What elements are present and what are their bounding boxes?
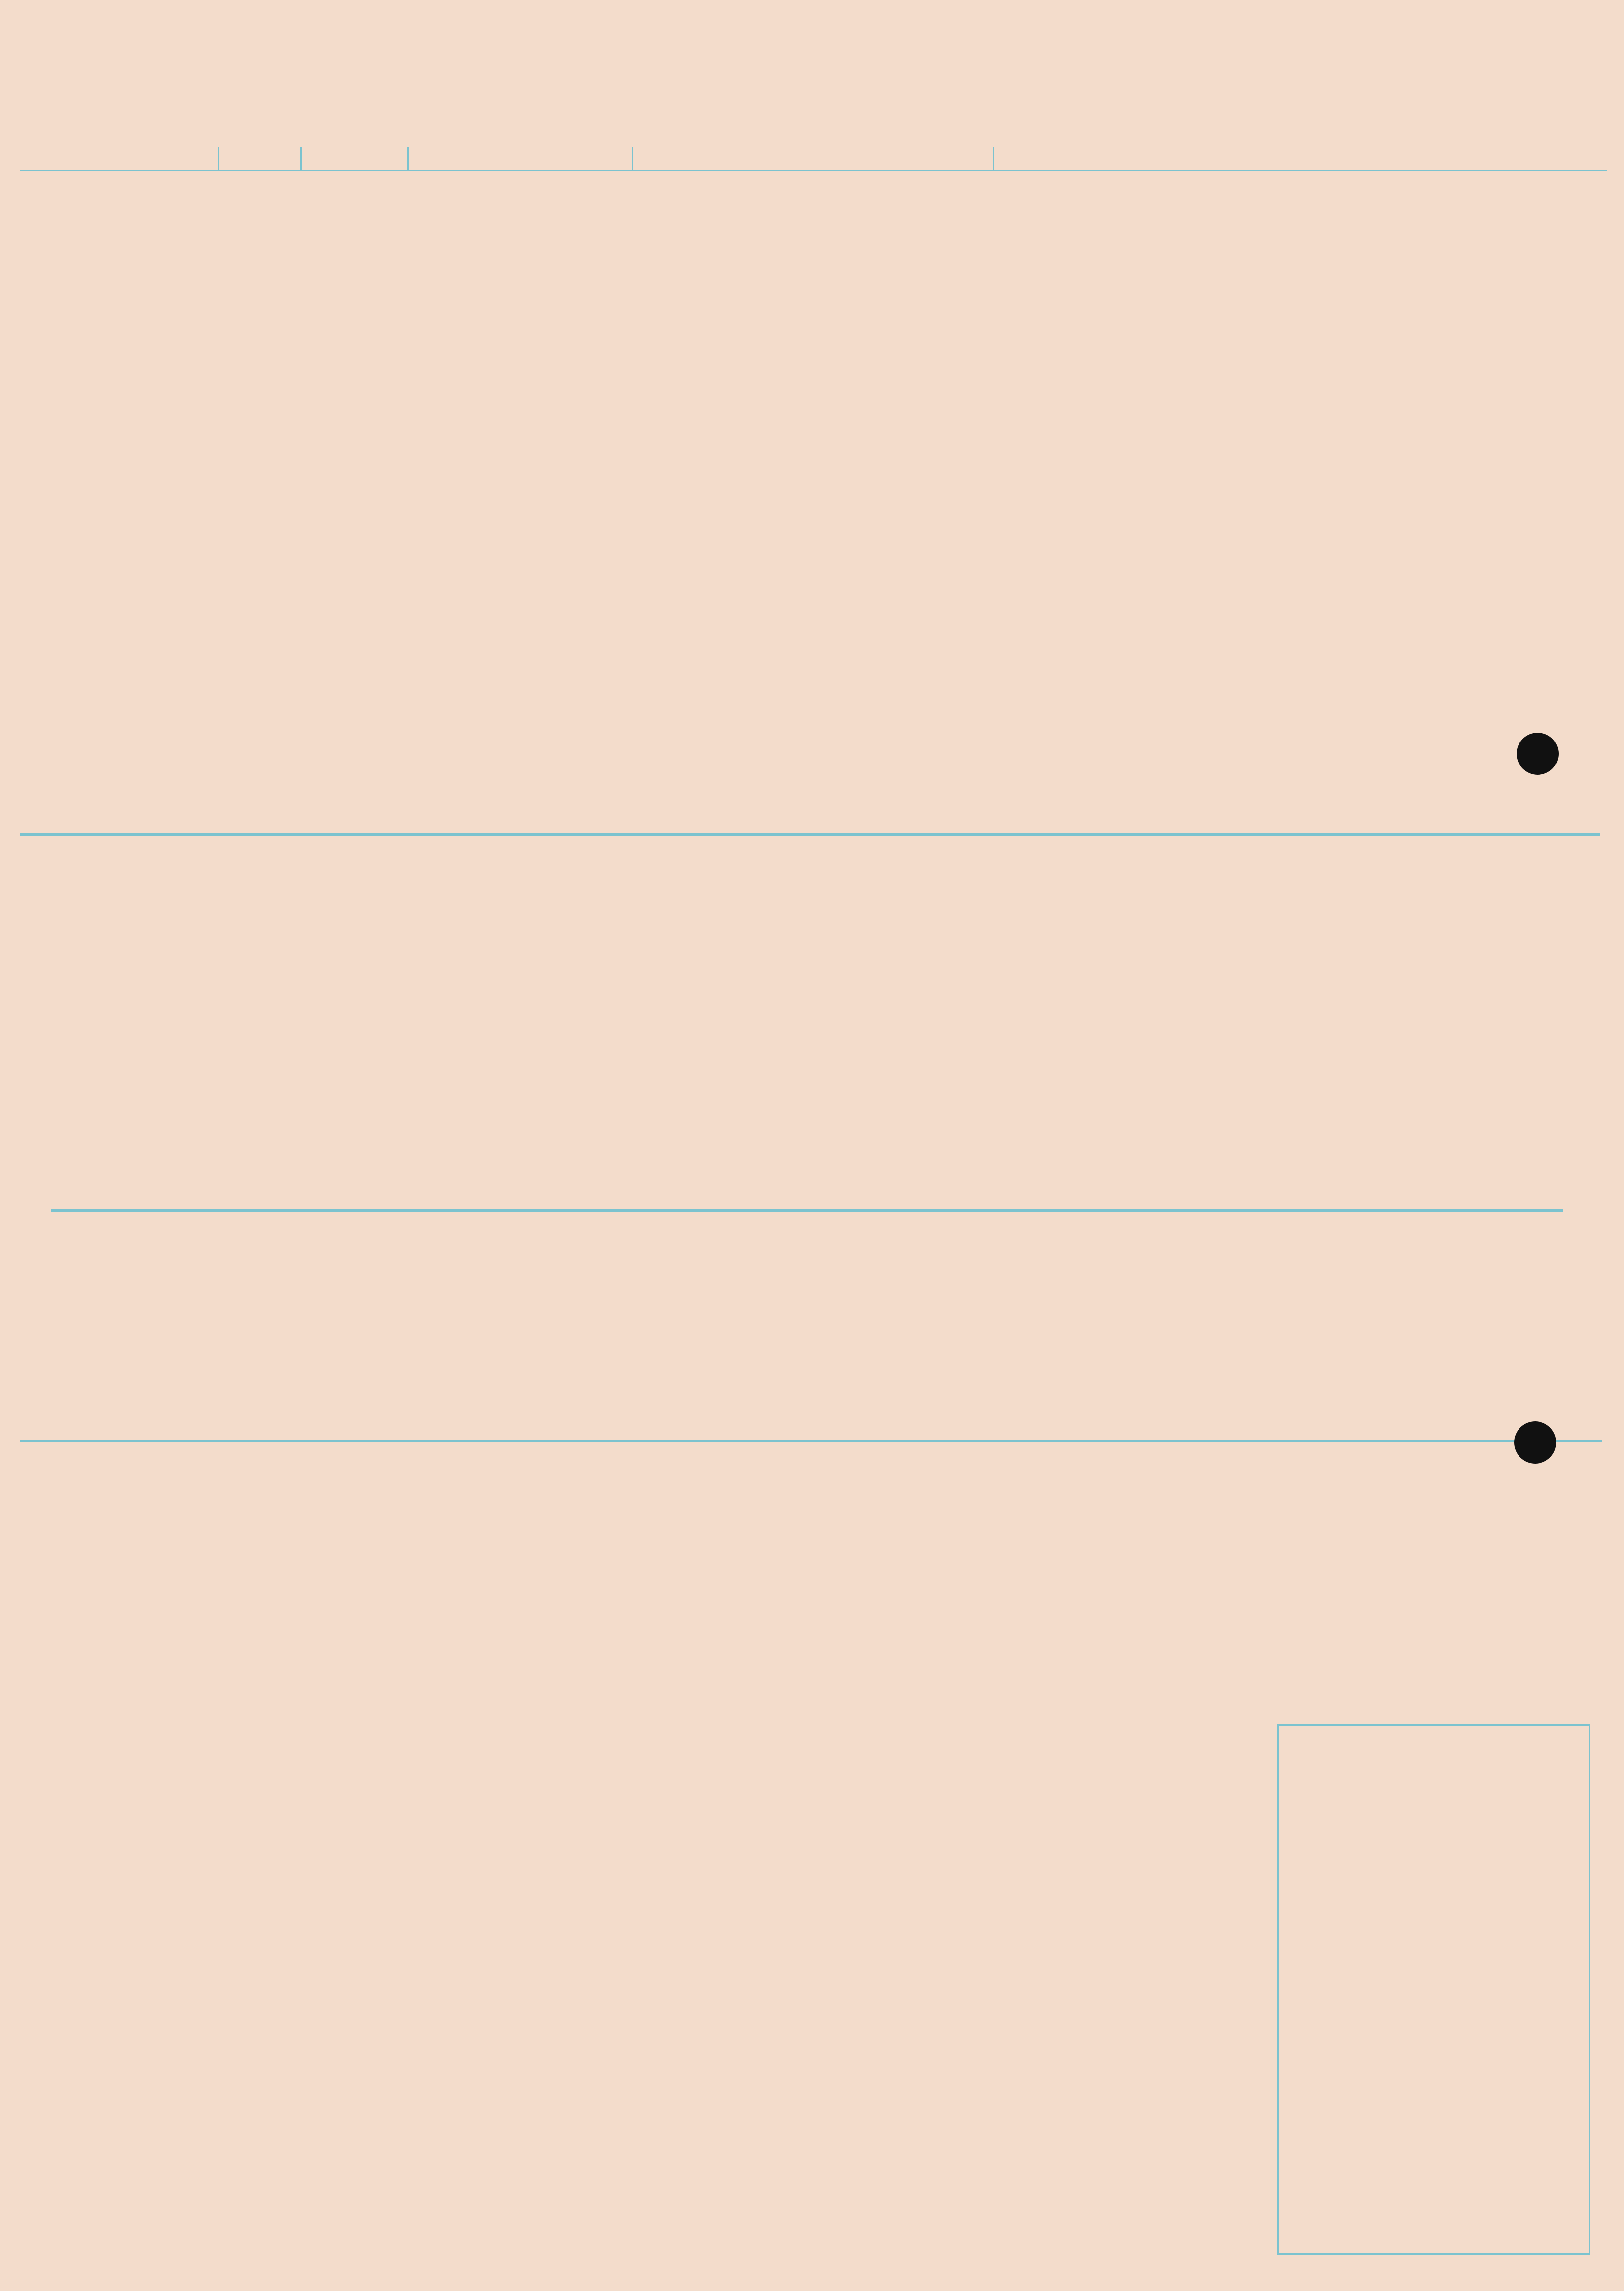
abroad-col-wind-r xyxy=(1473,834,1582,835)
section-divider xyxy=(20,1440,1602,1442)
germany-header-row xyxy=(20,147,1607,171)
abroad-col-station-r xyxy=(981,834,1237,835)
astro-col-station-r xyxy=(737,1210,983,1211)
astro-moon-set-r xyxy=(1373,1210,1563,1211)
abroad-col-temp-l xyxy=(605,834,981,835)
col-ground xyxy=(408,147,633,171)
astro-moon-set-l xyxy=(599,1210,737,1211)
abroad-col-temp-r xyxy=(1582,834,1600,835)
astro-col-station-l xyxy=(51,1210,209,1211)
germany-table xyxy=(20,147,1607,171)
decade-line xyxy=(998,147,1603,170)
abroad-col-station-l xyxy=(20,834,274,835)
astro-sun-rise-r xyxy=(983,1210,1106,1211)
astro-sun-set-l xyxy=(332,1210,470,1211)
astro-sun-rise-l xyxy=(209,1210,332,1211)
astro-moon-rise-r xyxy=(1244,1210,1373,1211)
col-soil-group xyxy=(633,147,994,171)
astro-moon-rise-l xyxy=(470,1210,599,1211)
astro-sun-set-r xyxy=(1106,1210,1244,1211)
punch-hole-bottom xyxy=(1514,1421,1556,1464)
abroad-header-row xyxy=(20,834,1600,835)
punch-hole-top xyxy=(1517,733,1559,775)
col-height xyxy=(219,147,301,171)
col-extremes-group xyxy=(994,147,1607,171)
remarks-box xyxy=(1277,1724,1590,2255)
col-station xyxy=(20,147,219,171)
astro-table xyxy=(51,1209,1563,1212)
abroad-col-weather-r xyxy=(1237,834,1473,835)
abroad-col-wind-l xyxy=(496,834,605,835)
abroad-table xyxy=(20,833,1600,836)
col-pressure xyxy=(301,147,408,171)
aerology-diagram xyxy=(0,1480,1270,2262)
abroad-col-weather-l xyxy=(274,834,496,835)
